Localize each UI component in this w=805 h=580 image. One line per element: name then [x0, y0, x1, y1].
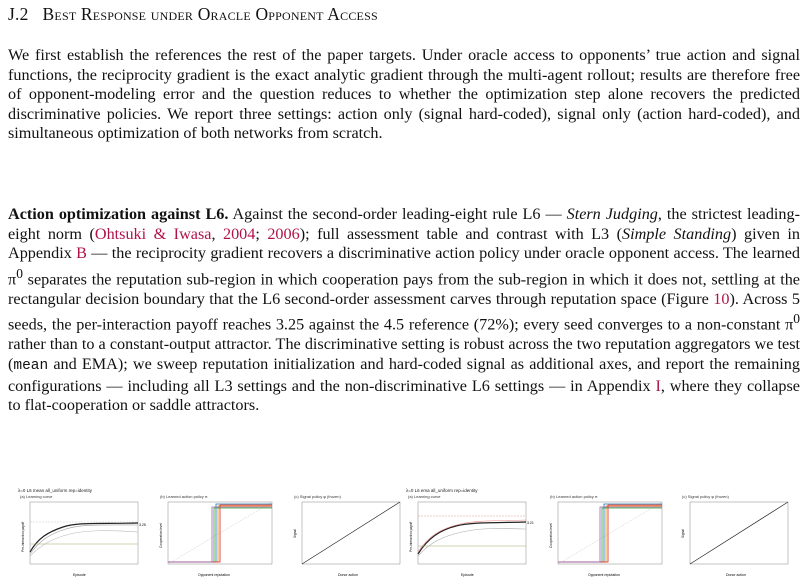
panel-learning-curve-right: [406, 494, 534, 580]
citation-link[interactable]: Ohtsuki & Iwasa: [94, 224, 212, 243]
figure-link[interactable]: 10: [713, 289, 730, 308]
reference-label: 3.21: [527, 521, 534, 525]
appendix-link[interactable]: I: [655, 376, 661, 395]
x-axis-label: Opponent reputation: [198, 573, 230, 577]
figure-title-right: λ=0 L6 ema all_uniform rep=identity: [406, 488, 478, 493]
citation-link[interactable]: 2006: [267, 224, 300, 243]
panel-learning-curve-left: [18, 494, 146, 580]
signal-policy-plot: [292, 494, 404, 580]
citation-link[interactable]: 2004: [222, 224, 256, 243]
panel-signal-policy-right: [680, 494, 792, 580]
x-axis-label: Episode: [73, 573, 86, 577]
paragraph-action-optimization: Action optimization against L6. Against the second-order leading-eight rule L6 — Stern Judging, the strictest leading-eight norm (Ohtsuki & Iwasa, 2004; 2006); full assessment table and contrast with L3 (Simple Standing) given in Appendix B — the reciprocity gradient recovers a discriminative action policy under oracle opponent access. The learned $\pi^0$ separates the reputation sub-region in which cooperation pays from the sub-region in which it does not, settling at the rectangular decision boundary that the L6 second-order assessment carves through reputation space (Figure 10). Across 5 seeds, the per-interaction payoff reaches 3.25 against the 4.5 reference (72%); every seed converges to a non-constant $\pi^0$ rather than to a constant-output attractor. The discriminative setting is robust across the two reputation aggregators we test (mean and EMA); we sweep reputation initialization and hard-coded signal as additional axes, and report the remaining configurations — including all L3 settings and the non-discriminative L6 settings — in Appendix I, where they collapse to flat-cooperation or saddle attractors.: [8, 205, 801, 415]
reference-label: 3.25: [139, 523, 146, 527]
x-axis-label: Opponent reputation: [588, 573, 620, 577]
y-axis-label: Per-interaction payoff: [21, 521, 25, 552]
y-axis-label: Signal: [293, 529, 297, 538]
panel-title: (b) Learned action policy π: [160, 494, 208, 499]
paragraph-lead: Action optimization against L6.: [8, 205, 229, 223]
learning-curve-plot: [406, 494, 534, 580]
y-axis-label: Cooperation level: [159, 523, 163, 548]
panel-title: (a) Learning curve: [20, 494, 53, 499]
panel-action-policy-left: [158, 494, 276, 580]
panel-signal-policy-left: [292, 494, 404, 580]
panel-title: (a) Learning curve: [408, 494, 441, 499]
y-axis-label: Signal: [681, 529, 685, 538]
y-axis-label: Per-interaction payoff: [409, 521, 413, 552]
section-number: J.2: [8, 4, 29, 24]
panel-title: (b) Learned action policy π: [550, 494, 598, 499]
panel-title: (c) Signal policy φ (frozen): [682, 494, 729, 499]
signal-policy-plot: [680, 494, 792, 580]
learning-curve-plot: [18, 494, 146, 580]
y-axis-label: Cooperation level: [549, 523, 553, 548]
figure-strip: [8, 484, 805, 580]
action-policy-plot: [548, 494, 666, 580]
paragraph-intro: We first establish the references the rest of the paper targets. Under oracle access to opponents’ true action and signal functions, the reciprocity gradient is the exact analytic gradient through the multi-agent rollout; results are therefore free of opponent-modeling error and the question reduces to whether the optimization step alone recovers the predicted discriminative policies. We report three settings: action only (signal hard-coded), signal only (action hard-coded), and simultaneous optimization of both networks from scratch.: [8, 46, 800, 143]
panel-title: (c) Signal policy φ (frozen): [294, 494, 341, 499]
figure-title-left: λ=0 L6 mean all_uniform rep=identity: [18, 488, 93, 493]
appendix-link[interactable]: B: [76, 244, 87, 263]
action-policy-plot: [158, 494, 276, 580]
section-title: Best Response under Oracle Opponent Access: [42, 4, 378, 24]
x-axis-label: Donor action: [726, 573, 746, 577]
panel-action-policy-right: [548, 494, 666, 580]
x-axis-label: Episode: [461, 573, 474, 577]
x-axis-label: Donor action: [338, 573, 358, 577]
section-heading: [8, 4, 378, 25]
